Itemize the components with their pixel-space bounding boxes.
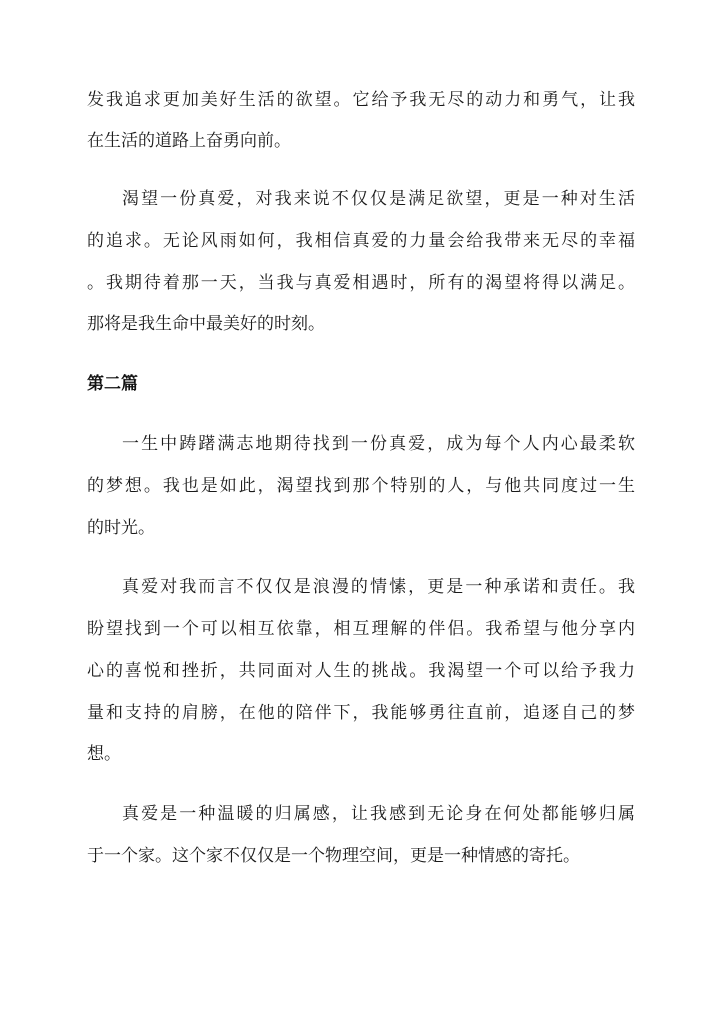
text-line: 渴望一份真爱，对我来说不仅仅是满足欲望，更是一种对生活 — [122, 189, 635, 209]
text-line: 的时光。 — [87, 518, 155, 538]
text-line: 的梦想。我也是如此，渴望找到那个特别的人，与他共同度过一生 — [87, 476, 635, 496]
text-line: 那将是我生命中最美好的时刻。 — [87, 314, 325, 334]
text-line: 真爱对我而言不仅仅是浪漫的情愫，更是一种承诺和责任。我 — [122, 577, 635, 597]
text-line: 想。 — [87, 744, 121, 764]
text-line: 心的喜悦和挫折，共同面对人生的挑战。我渴望一个可以给予我力 — [87, 661, 635, 681]
section-heading: 第二篇 — [87, 374, 138, 394]
text-line: 于一个家。这个家不仅仅是一个物理空间，更是一种情感的寄托。 — [87, 846, 580, 866]
text-line: 在生活的道路上奋勇向前。 — [87, 131, 291, 151]
text-line: 发我追求更加美好生活的欲望。它给予我无尽的动力和勇气，让我 — [87, 90, 635, 110]
text-line: 量和支持的肩膀，在他的陪伴下，我能够勇往直前，追逐自己的梦 — [87, 703, 635, 723]
text-line: 的追求。无论风雨如何，我相信真爱的力量会给我带来无尽的幸福 — [87, 231, 635, 251]
text-line: 真爱是一种温暖的归属感，让我感到无论身在何处都能够归属 — [122, 804, 635, 824]
text-line: 一生中踌躇满志地期待找到一份真爱，成为每个人内心最柔软 — [122, 434, 635, 454]
text-line: 。我期待着那一天，当我与真爱相遇时，所有的渴望将得以满足。 — [87, 273, 635, 293]
text-line: 盼望找到一个可以相互依靠，相互理解的伴侣。我希望与他分享内 — [87, 619, 635, 639]
